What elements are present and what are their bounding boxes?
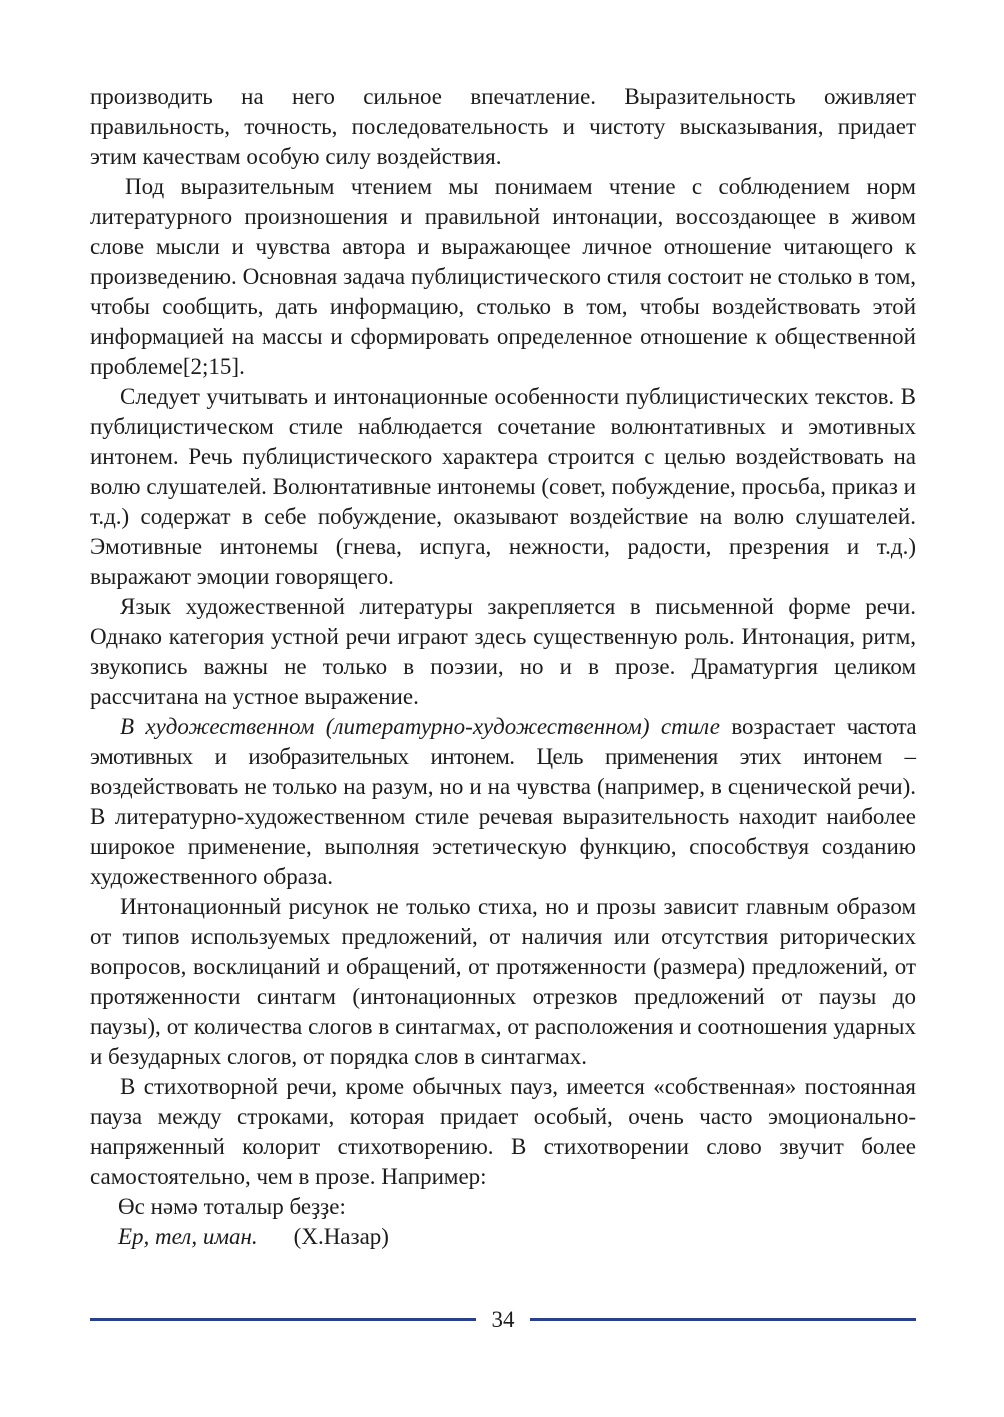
paragraph-1: производить на него сильное впечатление. Выразительность оживляет правильность, точность, последовательность и чистоту высказывания, придает этим качествам особую силу воздействия. <box>90 84 916 169</box>
paragraph-2: Под выразительным чтением мы понимаем чтение с соблюдением норм литературного произношения и правильной интонации, воссоздающее в живом слове мысли и чувства автора и выражающее личное отношение читающего к произведению. Основная задача публицистического стиля состоит не столько в том, чтобы сообщить, дать информацию, столько в том, чтобы воздействовать этой информацией на массы и сформировать определенное отношение к общественной проблеме[2;15]. <box>90 174 916 379</box>
paragraph-4: Язык художественной литературы закрепляется в письменной форме речи. Однако категория устной речи играют здесь существенную роль. Интонация, ритм, звукопись важны не только в поэзии, но и в прозе. Драматургия целиком рассчитана на устное выражение. <box>90 594 916 709</box>
verse-line-2: Ер, тел, иман. <box>118 1224 258 1249</box>
paragraph-6: Интонационный рисунок не только стиха, но и прозы зависит главным образом от типов используемых предложений, от наличия или отсутствия риторических вопросов, восклицаний и обращений, от протяженности (размера) предложений, от протяженности синтагм (интонационных отрезков предложений от паузы до паузы), от количества слогов в синтагмах, от расположения и соотношения ударных и безударных слогов, от порядка слов в синтагмах. <box>90 894 916 1069</box>
paragraph-5-condensed-line: частота эмотивных и изобразительных интонем. Цель применения этих интонем <box>90 714 916 769</box>
paragraph-7: В стихотворной речи, кроме обычных пауз, имеется «собственная» постоянная пауза между строками, которая придает особый, очень часто эмоционально-напряженный колорит стихотворению. В стихотворении слово звучит более самостоятельно, чем в прозе. Например: <box>90 1074 916 1189</box>
footer-rule-right <box>530 1318 916 1321</box>
verse-quote <box>90 1192 916 1252</box>
italic-style-phrase: В художественном (литературно-художественном) стиле <box>120 714 720 739</box>
verse-attribution: (Х.Назар) <box>293 1224 389 1249</box>
paragraph-5-text: – воздействовать не только на разум, но и на чувства (например, в сценической речи). В литературно-художественном стиле речевая выразительность находит наиболее широкое применение, выполняя эстетическую функцию, способствуя созданию художественного образа. <box>90 744 916 889</box>
paragraph-5-line1-end: возрастает <box>720 714 836 739</box>
verse-line-1: Өс нәмә тоталыр беҙҙе: <box>118 1194 346 1219</box>
page-body <box>90 82 916 1252</box>
verse-line-2-wrap <box>118 1222 916 1252</box>
paragraph-3: Следует учитывать и интонационные особенности публицистических текстов. В публицистическом стиле наблюдается сочетание волюнтативных и эмотивных интонем. Речь публицистического характера строится с целью воздействовать на волю слушателей. Волюнтативные интонемы (совет, побуждение, просьба, приказ и т.д.) содержат в себе побуждение, оказывают воздействие на волю слушателей. Эмотивные интонемы (гнева, испуга, нежности, радости, презрения и т.д.) выражают эмоции говорящего. <box>90 384 916 589</box>
paragraph-5 <box>90 712 916 892</box>
page-number: 34 <box>491 1307 515 1332</box>
footer-rule-left <box>90 1318 476 1321</box>
